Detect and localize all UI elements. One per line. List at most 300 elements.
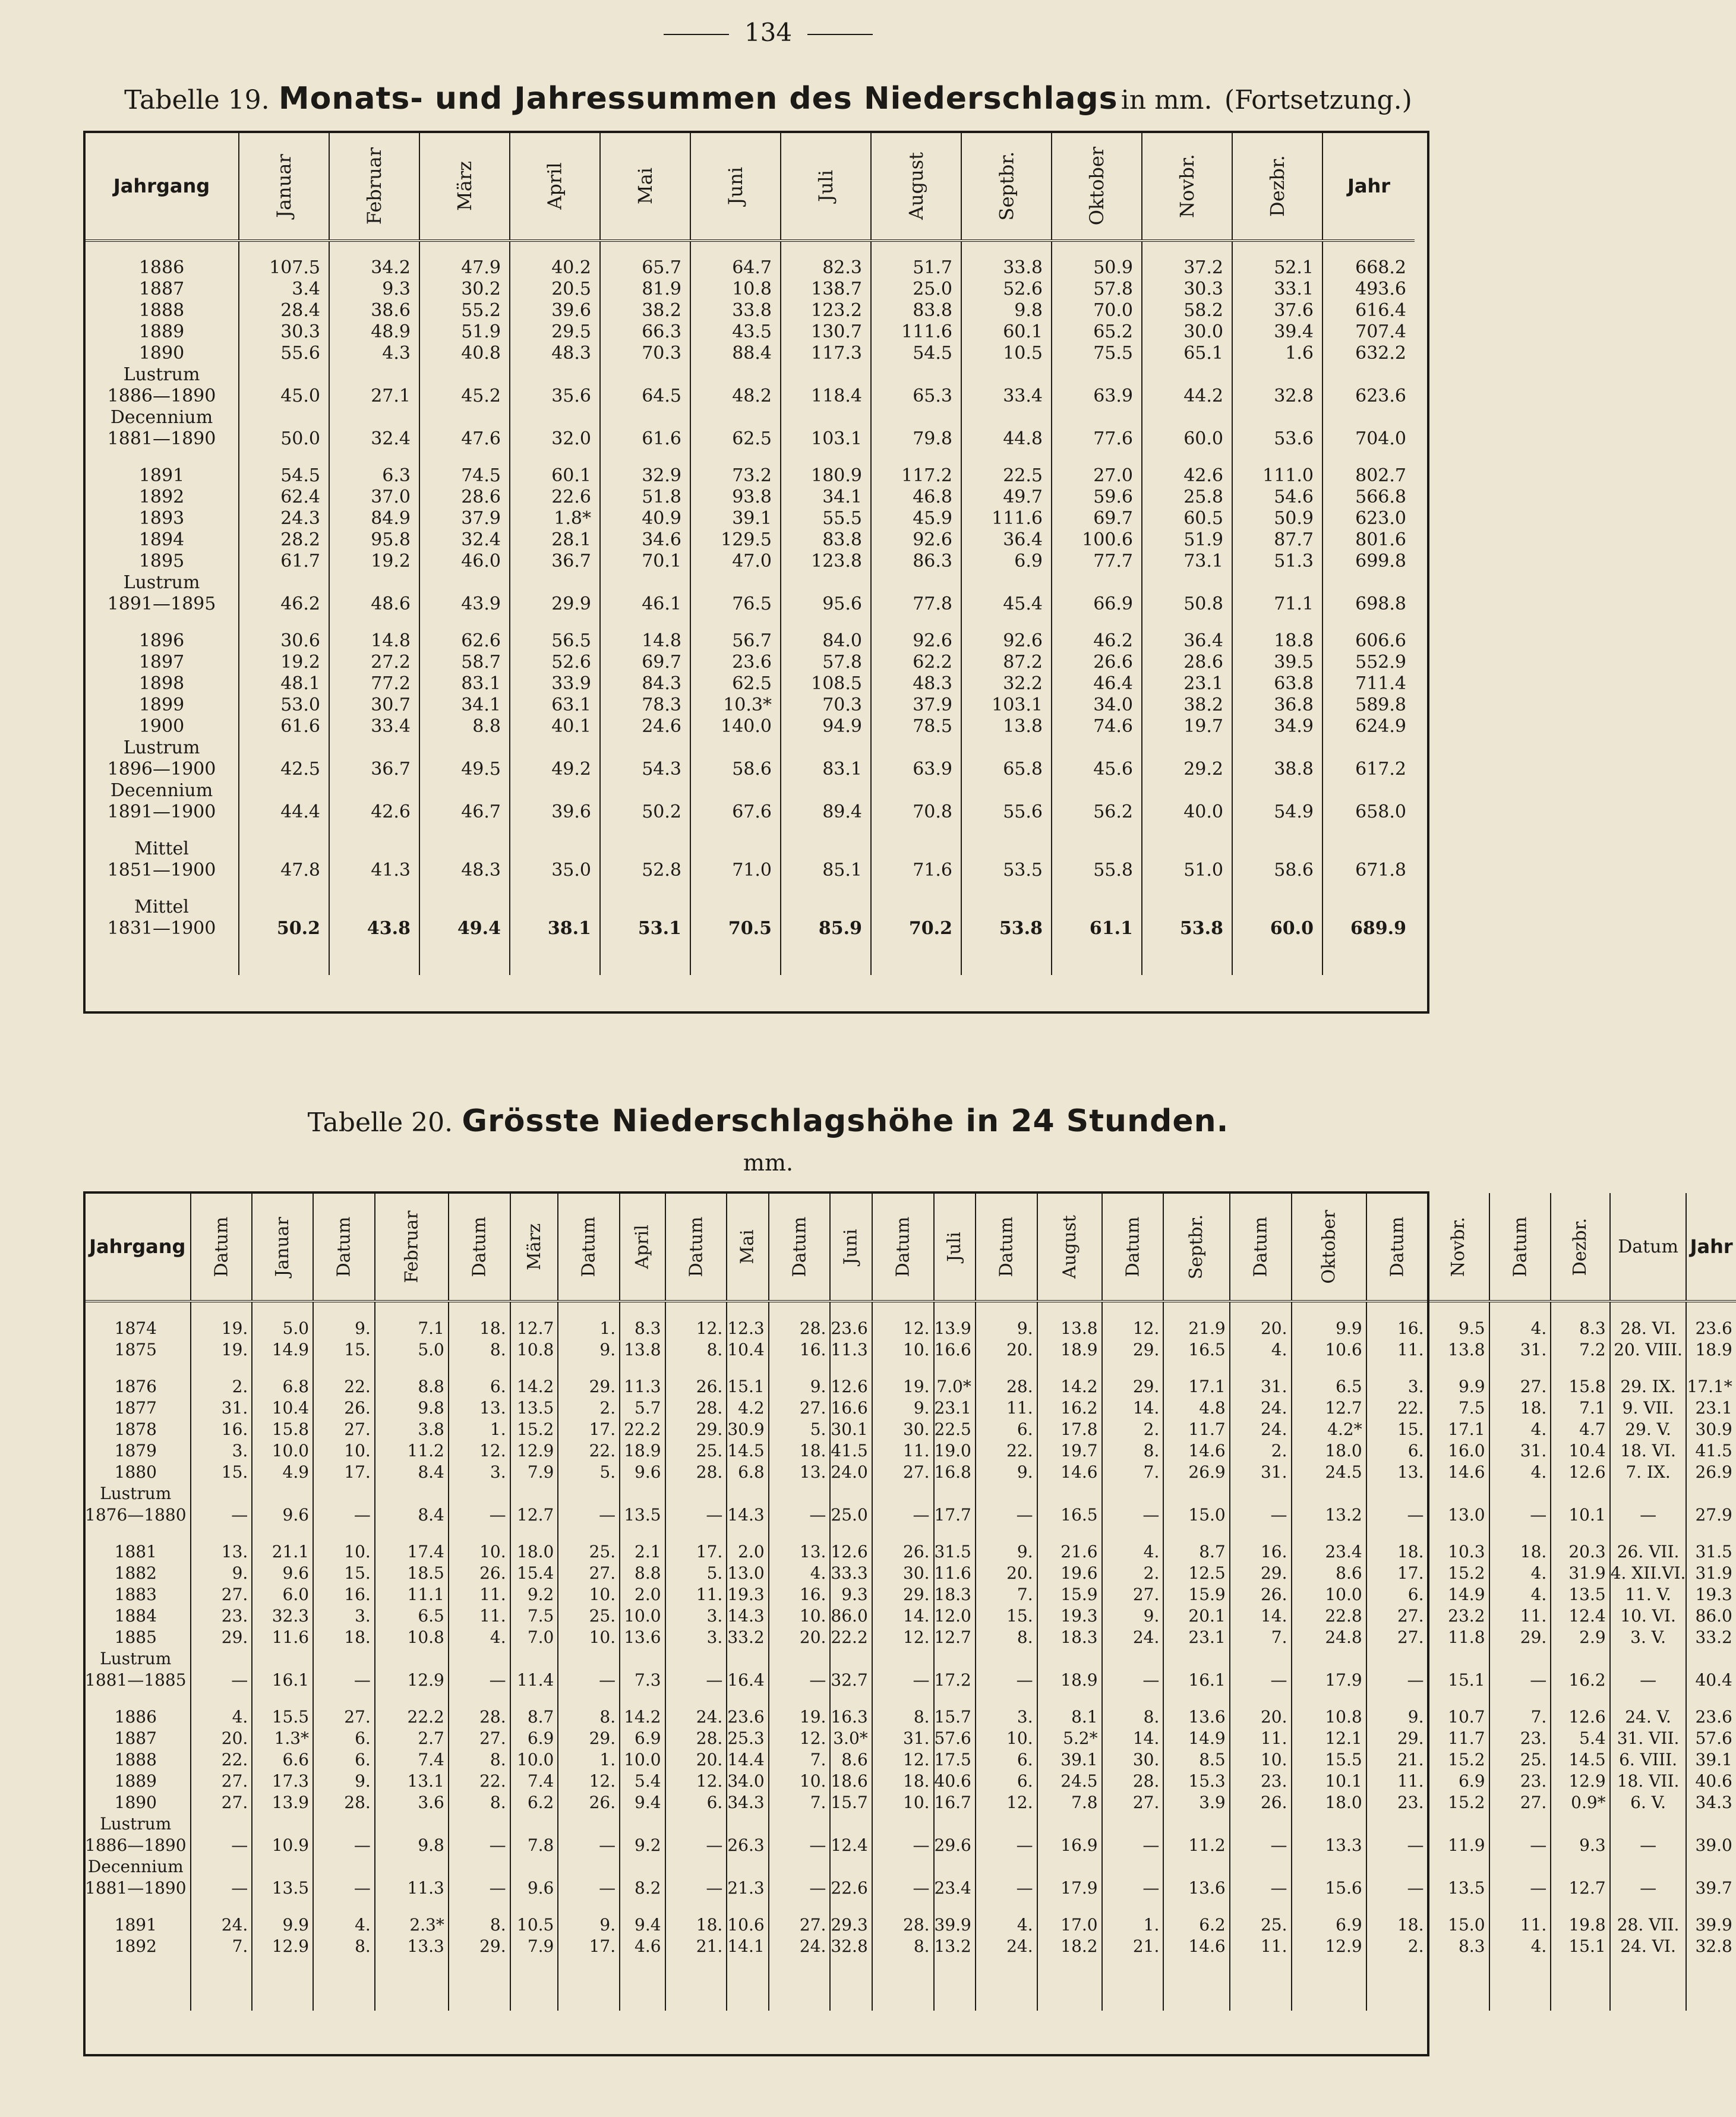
table19-cell: 66.9 bbox=[1052, 594, 1142, 615]
table19-gap-cell bbox=[781, 823, 871, 838]
table19-cell: 58.6 bbox=[690, 759, 781, 780]
table19-row-label: Lustrum bbox=[85, 364, 239, 386]
table20-filler-cell bbox=[976, 1957, 1037, 2011]
table20-row bbox=[85, 1563, 1736, 1584]
table20-cell bbox=[727, 1648, 768, 1670]
table20-cell: 16.7 bbox=[934, 1792, 976, 1813]
table19-header-9 bbox=[961, 132, 1052, 241]
table19-cell: 704.0 bbox=[1355, 428, 1406, 449]
table20-cell: 12. bbox=[449, 1440, 510, 1462]
table20-cell: 23.6 bbox=[727, 1706, 768, 1728]
table20-cell: 3. bbox=[1366, 1376, 1428, 1397]
table19-cell bbox=[961, 897, 1052, 918]
table20-cell: 29. IX. bbox=[1610, 1376, 1687, 1397]
table19-cell: 103.1 bbox=[781, 428, 871, 450]
table20-cell: 22.6 bbox=[830, 1878, 872, 1899]
table19-cell bbox=[961, 364, 1052, 386]
table20-cell: 28. bbox=[665, 1462, 727, 1483]
table19-gap-cell bbox=[239, 450, 329, 465]
table20-cell: 11.7 bbox=[1428, 1728, 1489, 1749]
table20-gap-cell bbox=[1686, 1361, 1735, 1376]
table20-cell bbox=[252, 1813, 313, 1835]
table19-cell: 19.7 bbox=[1142, 716, 1232, 737]
table19-cell: 47.6 bbox=[419, 428, 510, 450]
table20-cell: 15.2 bbox=[510, 1419, 558, 1440]
table20-cell: 8. bbox=[449, 1339, 510, 1361]
table20-cell: 24. VI. bbox=[1610, 1936, 1687, 1957]
table19-cell: 33.4 bbox=[329, 716, 419, 737]
table20-row bbox=[85, 1397, 1736, 1419]
table20-cell: 7.3 bbox=[620, 1670, 665, 1691]
table19-cell: 32.8 bbox=[1232, 386, 1322, 407]
table20-gap-cell bbox=[85, 1361, 191, 1376]
table19-cell: 61.6 bbox=[600, 428, 690, 450]
table19-grid bbox=[85, 132, 1415, 975]
table20-gap-cell bbox=[1551, 1301, 1609, 1318]
table20-cell: 14. bbox=[1102, 1728, 1164, 1749]
table20-cell: 8. bbox=[1102, 1440, 1164, 1462]
table20-cell: 13.5 bbox=[620, 1504, 665, 1526]
table19-cell bbox=[1232, 780, 1322, 802]
table19-cell: 47.9 bbox=[419, 257, 510, 279]
table19-cell bbox=[510, 364, 600, 386]
table20-cell bbox=[1292, 1813, 1366, 1835]
table20-gap-cell bbox=[1366, 1899, 1428, 1914]
table20-cell: 3.8 bbox=[375, 1419, 449, 1440]
table19-filler-cell bbox=[690, 939, 781, 975]
table20-cell: 24.8 bbox=[1292, 1627, 1366, 1648]
table20-gap-cell bbox=[1037, 1526, 1102, 1541]
table19-row bbox=[85, 759, 1415, 780]
table19-cell bbox=[329, 897, 419, 918]
table20-gap-cell bbox=[1292, 1301, 1366, 1318]
table19-cell bbox=[1232, 838, 1322, 860]
table19-cell: 624.9 bbox=[1355, 716, 1406, 737]
table19-cell: 180.9 bbox=[781, 465, 871, 487]
table19-cell bbox=[239, 780, 329, 802]
table20-cell: 10. bbox=[1230, 1749, 1292, 1771]
table19-cell: 29.5 bbox=[510, 321, 600, 343]
table20-cell: 12.9 bbox=[375, 1670, 449, 1691]
table19-cell: 34.0 bbox=[1052, 695, 1142, 716]
table20-gap-cell bbox=[976, 1899, 1037, 1914]
table20-cell: — bbox=[769, 1670, 831, 1691]
table19-cell: 22.6 bbox=[510, 487, 600, 508]
table20-cell: — bbox=[1366, 1504, 1428, 1526]
table20-cell: 14.2 bbox=[620, 1706, 665, 1728]
table20-header-19 bbox=[1230, 1193, 1292, 1301]
table19-cell bbox=[1322, 737, 1415, 759]
table20-cell: 6. VIII. bbox=[1610, 1749, 1687, 1771]
table20-cell: 7.2 bbox=[1551, 1339, 1609, 1361]
table20-cell: 25. bbox=[665, 1440, 727, 1462]
table20-filler-cell bbox=[872, 1957, 934, 2011]
table20-cell: 16. bbox=[769, 1584, 831, 1605]
table20-cell: 12. bbox=[665, 1318, 727, 1339]
table19-row-label: 1888 bbox=[85, 300, 239, 321]
table20-cell: 3. bbox=[449, 1462, 510, 1483]
table20-cell: 13. bbox=[769, 1462, 831, 1483]
table19-cell: 42.5 bbox=[239, 759, 329, 780]
table20-row bbox=[85, 1419, 1736, 1440]
table20-cell bbox=[1428, 1813, 1489, 1835]
table20-cell: 18. bbox=[1366, 1914, 1428, 1936]
table20-cell: — bbox=[558, 1835, 620, 1856]
table20-cell: 29. bbox=[872, 1584, 934, 1605]
table20-gap-cell bbox=[191, 1526, 252, 1541]
table19-cell bbox=[1052, 838, 1142, 860]
table20-cell: 10.6 bbox=[727, 1914, 768, 1936]
table20-filler-cell bbox=[1551, 1957, 1609, 2011]
table20-cell: — bbox=[1102, 1670, 1164, 1691]
table19-cell bbox=[871, 364, 961, 386]
table20-cell: 15.5 bbox=[1292, 1749, 1366, 1771]
table19-cell bbox=[871, 737, 961, 759]
table19-gap-cell bbox=[85, 881, 239, 897]
table20-cell bbox=[558, 1648, 620, 1670]
table20-cell bbox=[1610, 1648, 1687, 1670]
table20-row bbox=[85, 1878, 1736, 1899]
table20-cell: 16.6 bbox=[934, 1339, 976, 1361]
table19-row bbox=[85, 695, 1415, 716]
table20-cell: 19. bbox=[191, 1318, 252, 1339]
table20-gap-cell bbox=[1102, 1691, 1164, 1706]
table20-gap-cell bbox=[313, 1899, 375, 1914]
table20-cell: 8. bbox=[976, 1627, 1037, 1648]
table20-gap-cell bbox=[1366, 1361, 1428, 1376]
table20-cell bbox=[558, 1856, 620, 1878]
table20-row-label: 1875 bbox=[85, 1339, 191, 1361]
table20-cell: 15.0 bbox=[1163, 1504, 1229, 1526]
table19-cell: 48.1 bbox=[239, 673, 329, 695]
table20-cell: 31. bbox=[1489, 1440, 1551, 1462]
table19-cell: 55.5 bbox=[781, 508, 871, 529]
table19-cell: 802.7 bbox=[1355, 465, 1406, 486]
table19-cell: 43.8 bbox=[329, 918, 419, 939]
table19-filler-cell bbox=[961, 939, 1052, 975]
table19-cell: 60.1 bbox=[510, 465, 600, 487]
table20-cell: 7.1 bbox=[375, 1318, 449, 1339]
table20-cell: — bbox=[191, 1504, 252, 1526]
table19-row bbox=[85, 321, 1415, 343]
table20-cell: 16.4 bbox=[727, 1670, 768, 1691]
table20-cell: 12. bbox=[665, 1771, 727, 1792]
table19-gap-cell bbox=[600, 823, 690, 838]
table19-cell: 13.8 bbox=[961, 716, 1052, 737]
table19-header-label-1: Januar bbox=[273, 154, 295, 218]
table19-cell bbox=[871, 838, 961, 860]
table20-cell: 9.9 bbox=[1428, 1376, 1489, 1397]
table19-cell: 52.6 bbox=[961, 279, 1052, 300]
table20-cell bbox=[1037, 1483, 1102, 1504]
table20-row bbox=[85, 1856, 1736, 1878]
table20-cell: 10.5 bbox=[510, 1914, 558, 1936]
table20-cell: 27. bbox=[1102, 1584, 1164, 1605]
table20-cell: 24. V. bbox=[1610, 1706, 1687, 1728]
table19-cell: 111.6 bbox=[871, 321, 961, 343]
table20-cell: 6.8 bbox=[727, 1462, 768, 1483]
table20-cell: 7.5 bbox=[1428, 1397, 1489, 1419]
table19-cell bbox=[1052, 737, 1142, 759]
table19-row bbox=[85, 465, 1415, 487]
table20-cell: — bbox=[313, 1835, 375, 1856]
table20-cell: 22. bbox=[1366, 1397, 1428, 1419]
table20-cell: 14.3 bbox=[727, 1605, 768, 1627]
table20-cell: — bbox=[1230, 1835, 1292, 1856]
table20-cell: 14.6 bbox=[1163, 1936, 1229, 1957]
table19-cell: 95.6 bbox=[781, 594, 871, 615]
table20-filler-cell bbox=[313, 1957, 375, 2011]
table19-gap-cell bbox=[1052, 881, 1142, 897]
table20-cell: 13.5 bbox=[510, 1397, 558, 1419]
table19-row-label: 1890 bbox=[85, 343, 239, 364]
table20-cell bbox=[665, 1648, 727, 1670]
table20-cell: 11. bbox=[665, 1584, 727, 1605]
table20-cell: 10. VI. bbox=[1610, 1605, 1687, 1627]
table20-cell: 15.9 bbox=[1037, 1584, 1102, 1605]
table20-grid bbox=[85, 1193, 1736, 2011]
table20-cell: — bbox=[558, 1878, 620, 1899]
table19-cell: 40.2 bbox=[510, 257, 600, 279]
table20-cell: — bbox=[1102, 1835, 1164, 1856]
table20-cell: — bbox=[976, 1670, 1037, 1691]
table20-cell bbox=[1686, 1813, 1735, 1835]
table20-gap-cell bbox=[1686, 1526, 1735, 1541]
table20-cell: — bbox=[191, 1835, 252, 1856]
table19-cell: 32.2 bbox=[961, 673, 1052, 695]
table20-gap-cell bbox=[665, 1526, 727, 1541]
table19-cell: 92.6 bbox=[871, 630, 961, 652]
table19-cell: 77.8 bbox=[871, 594, 961, 615]
table19-cell: 40.0 bbox=[1142, 802, 1232, 823]
table20-cell: 12.4 bbox=[830, 1835, 872, 1856]
table19-cell bbox=[419, 780, 510, 802]
table20-cell: 9.9 bbox=[1292, 1318, 1366, 1339]
table20-cell: — bbox=[1366, 1878, 1428, 1899]
table20-cell: 27. bbox=[313, 1706, 375, 1728]
table20-cell: 11.8 bbox=[1428, 1627, 1489, 1648]
table20-cell: 31.9 bbox=[1695, 1563, 1732, 1583]
table20-cell: 18.3 bbox=[934, 1584, 976, 1605]
table20-cell: 10.0 bbox=[1292, 1584, 1366, 1605]
table20-cell: 9.3 bbox=[830, 1584, 872, 1605]
table19-gap-cell bbox=[600, 450, 690, 465]
table20-cell: 25.0 bbox=[830, 1504, 872, 1526]
table20-cell: 19.0 bbox=[934, 1440, 976, 1462]
table20-header-13 bbox=[872, 1193, 934, 1301]
table20-cell bbox=[620, 1483, 665, 1504]
table20-filler-cell bbox=[1163, 1957, 1229, 2011]
table19-cell: 87.2 bbox=[961, 652, 1052, 673]
table20-cell: 4. bbox=[449, 1627, 510, 1648]
table20-cell bbox=[558, 1483, 620, 1504]
table20-filler-cell bbox=[934, 1957, 976, 2011]
table19-cell: 81.9 bbox=[600, 279, 690, 300]
table19-row bbox=[85, 364, 1415, 386]
table20-cell: 12.9 bbox=[252, 1936, 313, 1957]
table20-gap-cell bbox=[313, 1361, 375, 1376]
table19-cell: 698.8 bbox=[1355, 594, 1406, 614]
table19-cell: 100.6 bbox=[1052, 529, 1142, 551]
table20-gap-cell bbox=[449, 1301, 510, 1318]
table20-gap-cell bbox=[191, 1301, 252, 1318]
table20-gap-cell bbox=[976, 1301, 1037, 1318]
table20-header-3 bbox=[313, 1193, 375, 1301]
table20-cell: 14.6 bbox=[1428, 1462, 1489, 1483]
table20-cell: — bbox=[449, 1670, 510, 1691]
table20-cell: 26. bbox=[1230, 1584, 1292, 1605]
table20-cell bbox=[1428, 1483, 1489, 1504]
table19-cell: 14.8 bbox=[600, 630, 690, 652]
table20-cell: 17. bbox=[558, 1419, 620, 1440]
table19-cell bbox=[1142, 780, 1232, 802]
table20-cell: 2.9 bbox=[1551, 1627, 1609, 1648]
table20-cell: 9. bbox=[1102, 1605, 1164, 1627]
table19-row bbox=[85, 823, 1415, 838]
table20-row-label: 1880 bbox=[85, 1462, 191, 1483]
table20-cell: 11.4 bbox=[510, 1670, 558, 1691]
table20-cell: 12.7 bbox=[510, 1318, 558, 1339]
table20-cell: 8.8 bbox=[375, 1376, 449, 1397]
table20-gap-cell bbox=[375, 1691, 449, 1706]
table20-cell: 11. bbox=[449, 1605, 510, 1627]
table20-cell: 26. VII. bbox=[1610, 1541, 1687, 1563]
table20-cell: 6. bbox=[976, 1419, 1037, 1440]
table19-cell bbox=[690, 897, 781, 918]
table19-cell: 19.2 bbox=[239, 652, 329, 673]
table20-cell bbox=[510, 1483, 558, 1504]
table19-header-0: Jahrgang bbox=[85, 132, 239, 241]
table20-gap-cell bbox=[558, 1526, 620, 1541]
table20-cell: 3.9 bbox=[1163, 1792, 1229, 1813]
table20-cell: 39.1 bbox=[1037, 1749, 1102, 1771]
table20-gap-cell bbox=[830, 1361, 872, 1376]
table20-cell: 8. bbox=[449, 1914, 510, 1936]
table20-cell: 17.9 bbox=[1292, 1670, 1366, 1691]
table19-cell: 78.5 bbox=[871, 716, 961, 737]
table19-header-label-7: Juli bbox=[815, 170, 837, 202]
table20-cell: 9. bbox=[313, 1771, 375, 1792]
table19-cell: 32.4 bbox=[329, 428, 419, 450]
table20-cell: 10.0 bbox=[510, 1749, 558, 1771]
table20-gap-cell bbox=[313, 1301, 375, 1318]
table20-cell: 8.3 bbox=[620, 1318, 665, 1339]
table19-cell: 50.9 bbox=[1232, 508, 1322, 529]
table20-filler-cell bbox=[375, 1957, 449, 2011]
table20-cell: 8. bbox=[872, 1706, 934, 1728]
table19-row-label: Lustrum bbox=[85, 572, 239, 594]
table19-cell: 51.9 bbox=[419, 321, 510, 343]
table20-cell bbox=[665, 1483, 727, 1504]
table20-cell: 15.2 bbox=[1428, 1792, 1489, 1813]
table19-cell bbox=[781, 407, 871, 428]
table20-header-2 bbox=[252, 1193, 313, 1301]
table20-row-label: 1891 bbox=[85, 1914, 191, 1936]
table20-cell: 4. bbox=[1230, 1339, 1292, 1361]
table19-cell: 23.6 bbox=[690, 652, 781, 673]
table20-cell: 86.0 bbox=[1695, 1606, 1732, 1626]
table20-cell bbox=[1366, 1813, 1428, 1835]
table20-cell: — bbox=[665, 1878, 727, 1899]
table20-cell bbox=[727, 1483, 768, 1504]
table19-cell: 50.2 bbox=[600, 802, 690, 823]
table20-cell: 18.0 bbox=[1292, 1440, 1366, 1462]
table20-header-label-11: Datum bbox=[789, 1216, 810, 1277]
table19-cell: 53.8 bbox=[1142, 918, 1232, 939]
table20-cell bbox=[872, 1856, 934, 1878]
table20-cell: 13.6 bbox=[1163, 1878, 1229, 1899]
table19-row-label: 1887 bbox=[85, 279, 239, 300]
table20-gap-cell bbox=[1037, 1361, 1102, 1376]
table20-row-label: 1881—1885 bbox=[85, 1670, 191, 1691]
table20-cell: 21. bbox=[1366, 1749, 1428, 1771]
table20-cell: 39.9 bbox=[934, 1914, 976, 1936]
table20-cell: 30.1 bbox=[830, 1419, 872, 1440]
table19-row-label: 1891—1895 bbox=[85, 594, 239, 615]
table20-cell bbox=[1551, 1856, 1609, 1878]
table19-cell: 52.1 bbox=[1232, 257, 1322, 279]
table20-cell: 6.2 bbox=[510, 1792, 558, 1813]
table20-cell: 31.9 bbox=[1551, 1563, 1609, 1584]
table19-row-label: 1894 bbox=[85, 529, 239, 551]
table19-cell: 117.3 bbox=[781, 343, 871, 364]
table19-header-11 bbox=[1142, 132, 1232, 241]
table20-cell: 12.7 bbox=[1551, 1878, 1609, 1899]
table20-cell: 18.9 bbox=[1037, 1339, 1102, 1361]
table19-cell: 24.3 bbox=[239, 508, 329, 529]
table20-cell: 18.0 bbox=[510, 1541, 558, 1563]
table20-cell: 18. bbox=[449, 1318, 510, 1339]
table20-cell: 4. XII.VI. bbox=[1610, 1563, 1686, 1583]
table20-cell: 26. bbox=[449, 1563, 510, 1584]
table19-row bbox=[85, 881, 1415, 897]
table20-gap-cell bbox=[1366, 1526, 1428, 1541]
table19-cell: 71.0 bbox=[690, 860, 781, 881]
table20-gap-cell bbox=[934, 1691, 976, 1706]
table20-header-23 bbox=[1489, 1193, 1551, 1301]
table20-cell: 22. bbox=[191, 1749, 252, 1771]
table19-cell: 88.4 bbox=[690, 343, 781, 364]
table19-cell bbox=[1232, 572, 1322, 594]
table19-row bbox=[85, 300, 1415, 321]
table20-cell: 15.6 bbox=[1292, 1878, 1366, 1899]
table20-gap-cell bbox=[375, 1899, 449, 1914]
table20-cell: 27. bbox=[313, 1419, 375, 1440]
table19-cell: 55.8 bbox=[1052, 860, 1142, 881]
table19-cell: 23.1 bbox=[1142, 673, 1232, 695]
table20-cell: 7.9 bbox=[510, 1462, 558, 1483]
table19-cell: 34.1 bbox=[419, 695, 510, 716]
table20-cell: 23. bbox=[1366, 1792, 1428, 1813]
table20-cell bbox=[1230, 1856, 1292, 1878]
table20-cell: 34.3 bbox=[1695, 1793, 1732, 1812]
table19-cell: 64.5 bbox=[600, 386, 690, 407]
table20-cell: 18.0 bbox=[1292, 1792, 1366, 1813]
table20-cell: 8.2 bbox=[620, 1878, 665, 1899]
table20-cell: 12.6 bbox=[1551, 1706, 1609, 1728]
table19-row-label: 1898 bbox=[85, 673, 239, 695]
table20-cell: 7.1 bbox=[1551, 1397, 1609, 1419]
table20-gap-cell bbox=[1428, 1526, 1489, 1541]
table20-unit: mm. bbox=[743, 1150, 794, 1176]
table20-cell: 9.4 bbox=[620, 1792, 665, 1813]
table20-row bbox=[85, 1541, 1736, 1563]
table19-cell: 671.8 bbox=[1355, 860, 1406, 881]
table20-cell: 18.2 bbox=[1037, 1936, 1102, 1957]
table20-cell bbox=[1686, 1856, 1735, 1878]
table19-gap-cell bbox=[690, 615, 781, 630]
table19-cell: 57.8 bbox=[1052, 279, 1142, 300]
